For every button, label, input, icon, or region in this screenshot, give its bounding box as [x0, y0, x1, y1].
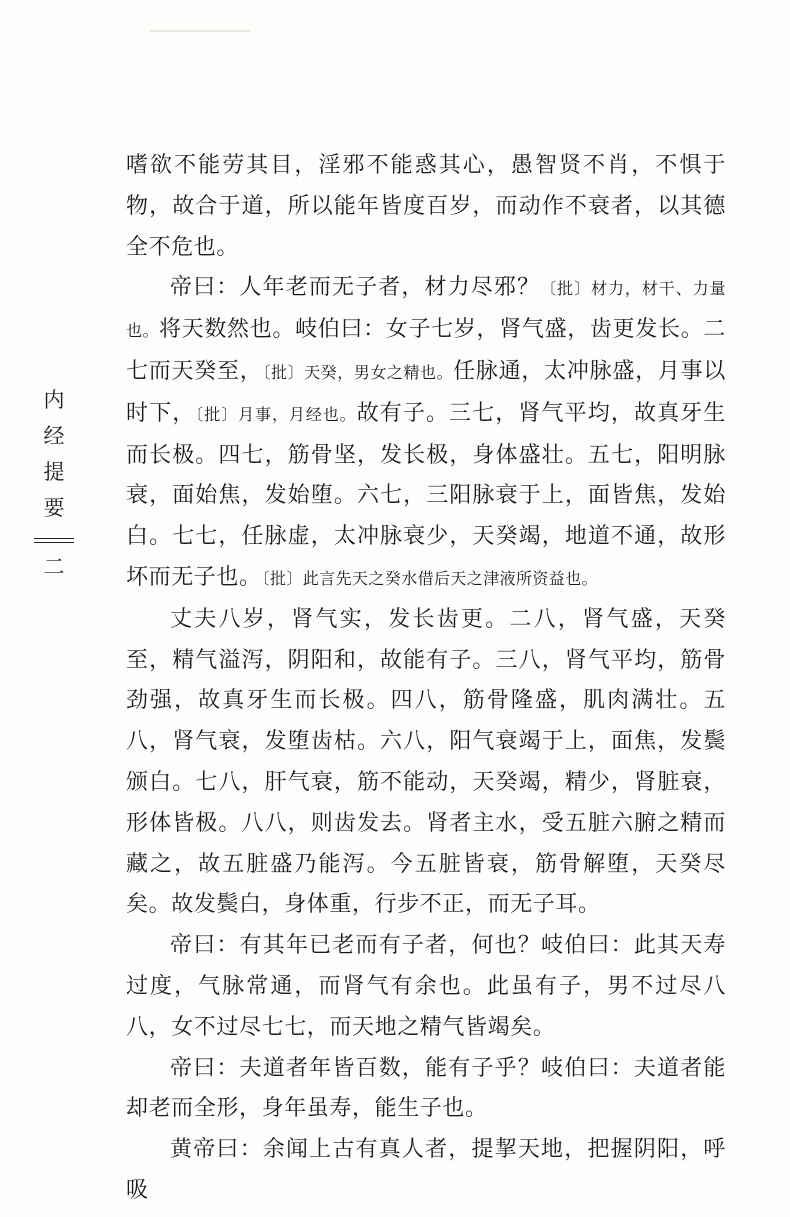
text-segment: 帝曰：人年老而无子者，材力尽邪？	[170, 275, 541, 301]
page-number: 二	[43, 555, 65, 579]
text-segment: 帝曰：有其年已老而有子者，何也？岐伯曰：此其天寿过度，气脉常通，而肾气有余也。此虽有子，男不过尽八八，女不过尽七七，而天地之精气皆竭矣。	[126, 933, 726, 1040]
text-segment: 嗜欲不能劳其目，淫邪不能惑其心，愚智贤不肖，不惧于物，故合于道，所以能年皆度百岁，而动作不衰者，以其德全不危也。	[126, 153, 726, 260]
title-char: 提	[43, 460, 65, 484]
title-char: 内	[43, 388, 65, 412]
text-segment: 黄帝曰：余闻上古有真人者，提挈天地，把握阴阳，呼吸	[126, 1137, 726, 1203]
running-header	[36, 382, 72, 587]
annotation-note: 〔批〕天癸，男女之精也。	[262, 362, 454, 382]
annotation-note: 〔批〕月事，月经也。	[195, 404, 357, 424]
title-char: 要	[43, 496, 65, 520]
text-segment: 丈夫八岁，肾气实，发长齿更。二八，肾气盛，天癸至，精气溢泻，阴阳和，故能有子。三八，肾气平均，筋骨劲强，故真牙生而长极。四八，筋骨隆盛，肌肉满壮。五八，肾气衰，发堕齿枯。六八，阳气衰竭于上，面焦，发鬓颁白。七八，肝气衰，筋不能动，天癸竭，精少，肾脏衰，形体皆极。八八，则齿发去。肾者主水，受五脏六腑之精而藏之，故五脏盛乃能泻。今五脏皆衰，筋骨解堕，天癸尽矣。故发鬓白，身体重，行步不正，而无子耳。	[126, 606, 726, 918]
text-segment: 故有子。三七，肾气平均，故真牙生而长极。四七，筋骨坚，发长极，身体盛壮。五七，阳明脉衰，面始焦，发始堕。六七，三阳脉衰于上，面皆焦，发始白。七七，任脉虚，太冲脉衰少，天癸竭，地道不通，故形坏而无子也。	[126, 400, 726, 590]
paragraph	[126, 600, 726, 926]
text-segment: 将天数然也。岐伯曰：女子七岁，肾气盛，齿更发长。二七而天癸至，	[126, 317, 726, 384]
paragraph	[126, 1049, 726, 1131]
main-text	[126, 146, 726, 1212]
title-char: 经	[43, 424, 65, 448]
annotation-note: 〔批〕此言先天之癸水借后天之津液所资益也。	[261, 568, 599, 588]
paragraph	[126, 268, 726, 599]
annotation-note: 〔批〕材力，材干、力量也。	[126, 279, 726, 341]
text-segment: 帝曰：夫道者年皆百数，能有子乎？岐伯曰：夫道者能却老而全形，身年虽寿，能生子也。	[126, 1055, 726, 1122]
paragraph	[126, 926, 726, 1048]
text-segment: 任脉通，太冲脉盛，月事以时下，	[126, 358, 727, 426]
book-title-vertical	[36, 382, 72, 526]
paragraph	[126, 146, 726, 268]
paragraph	[126, 1130, 726, 1212]
double-rule-divider	[34, 538, 74, 543]
scan-mark	[150, 30, 250, 32]
